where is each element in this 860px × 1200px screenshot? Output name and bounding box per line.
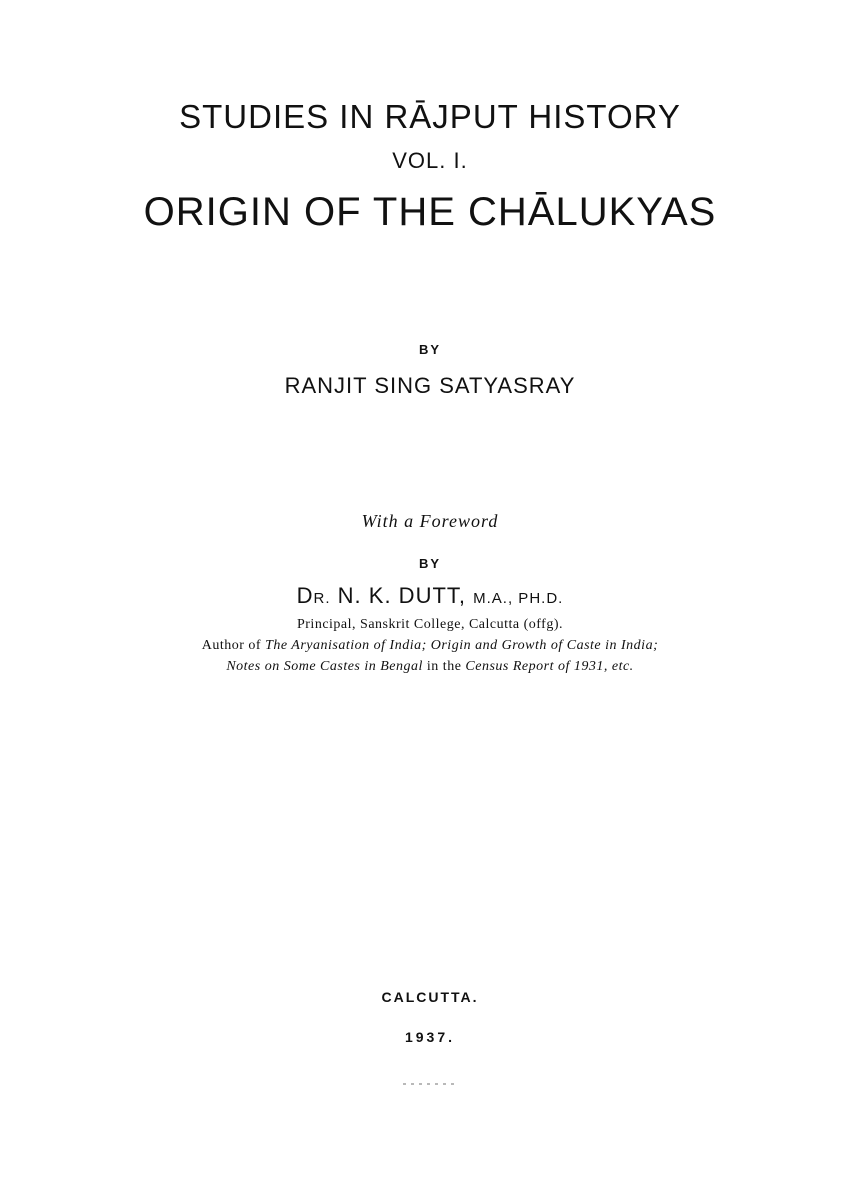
work-title-1: The Aryanisation of India; (265, 638, 427, 653)
foreword-author-works-line-1 (0, 638, 860, 654)
foreword-author-position: Principal, Sanskrit College, Calcutta (offg). (296, 617, 564, 632)
works-connector: in the (426, 659, 462, 674)
main-title: ORIGIN OF THE CHĀLUKYAS (143, 190, 717, 234)
work-title-4: Census Report of 1931, etc. (465, 659, 634, 674)
honorific-rest: R. (313, 590, 331, 607)
decorative-dotted-rule (403, 1083, 459, 1085)
foreword-label: With a Foreword (361, 511, 499, 531)
series-title: STUDIES IN RĀJPUT HISTORY (179, 98, 681, 135)
foreword-author-qualifications: M.A., PH.D. (473, 590, 564, 607)
author-by-label: BY (418, 342, 442, 357)
volume-number: VOL. I. (392, 148, 468, 173)
work-title-3: Notes on Some Castes in Bengal (226, 659, 423, 674)
publication-year: 1937. (404, 1029, 456, 1045)
foreword-author (0, 583, 860, 609)
author-of-prefix: Author of (201, 638, 262, 653)
honorific-initial: D (296, 583, 314, 608)
foreword-by-label: BY (418, 556, 442, 571)
foreword-author-name: N. K. DUTT, (337, 583, 467, 608)
work-title-2: Origin and Growth of Caste in India; (430, 638, 659, 653)
author-name: RANJIT SING SATYASRAY (284, 373, 576, 398)
publication-place: CALCUTTA. (381, 989, 479, 1005)
foreword-author-works-line-2 (0, 659, 860, 675)
